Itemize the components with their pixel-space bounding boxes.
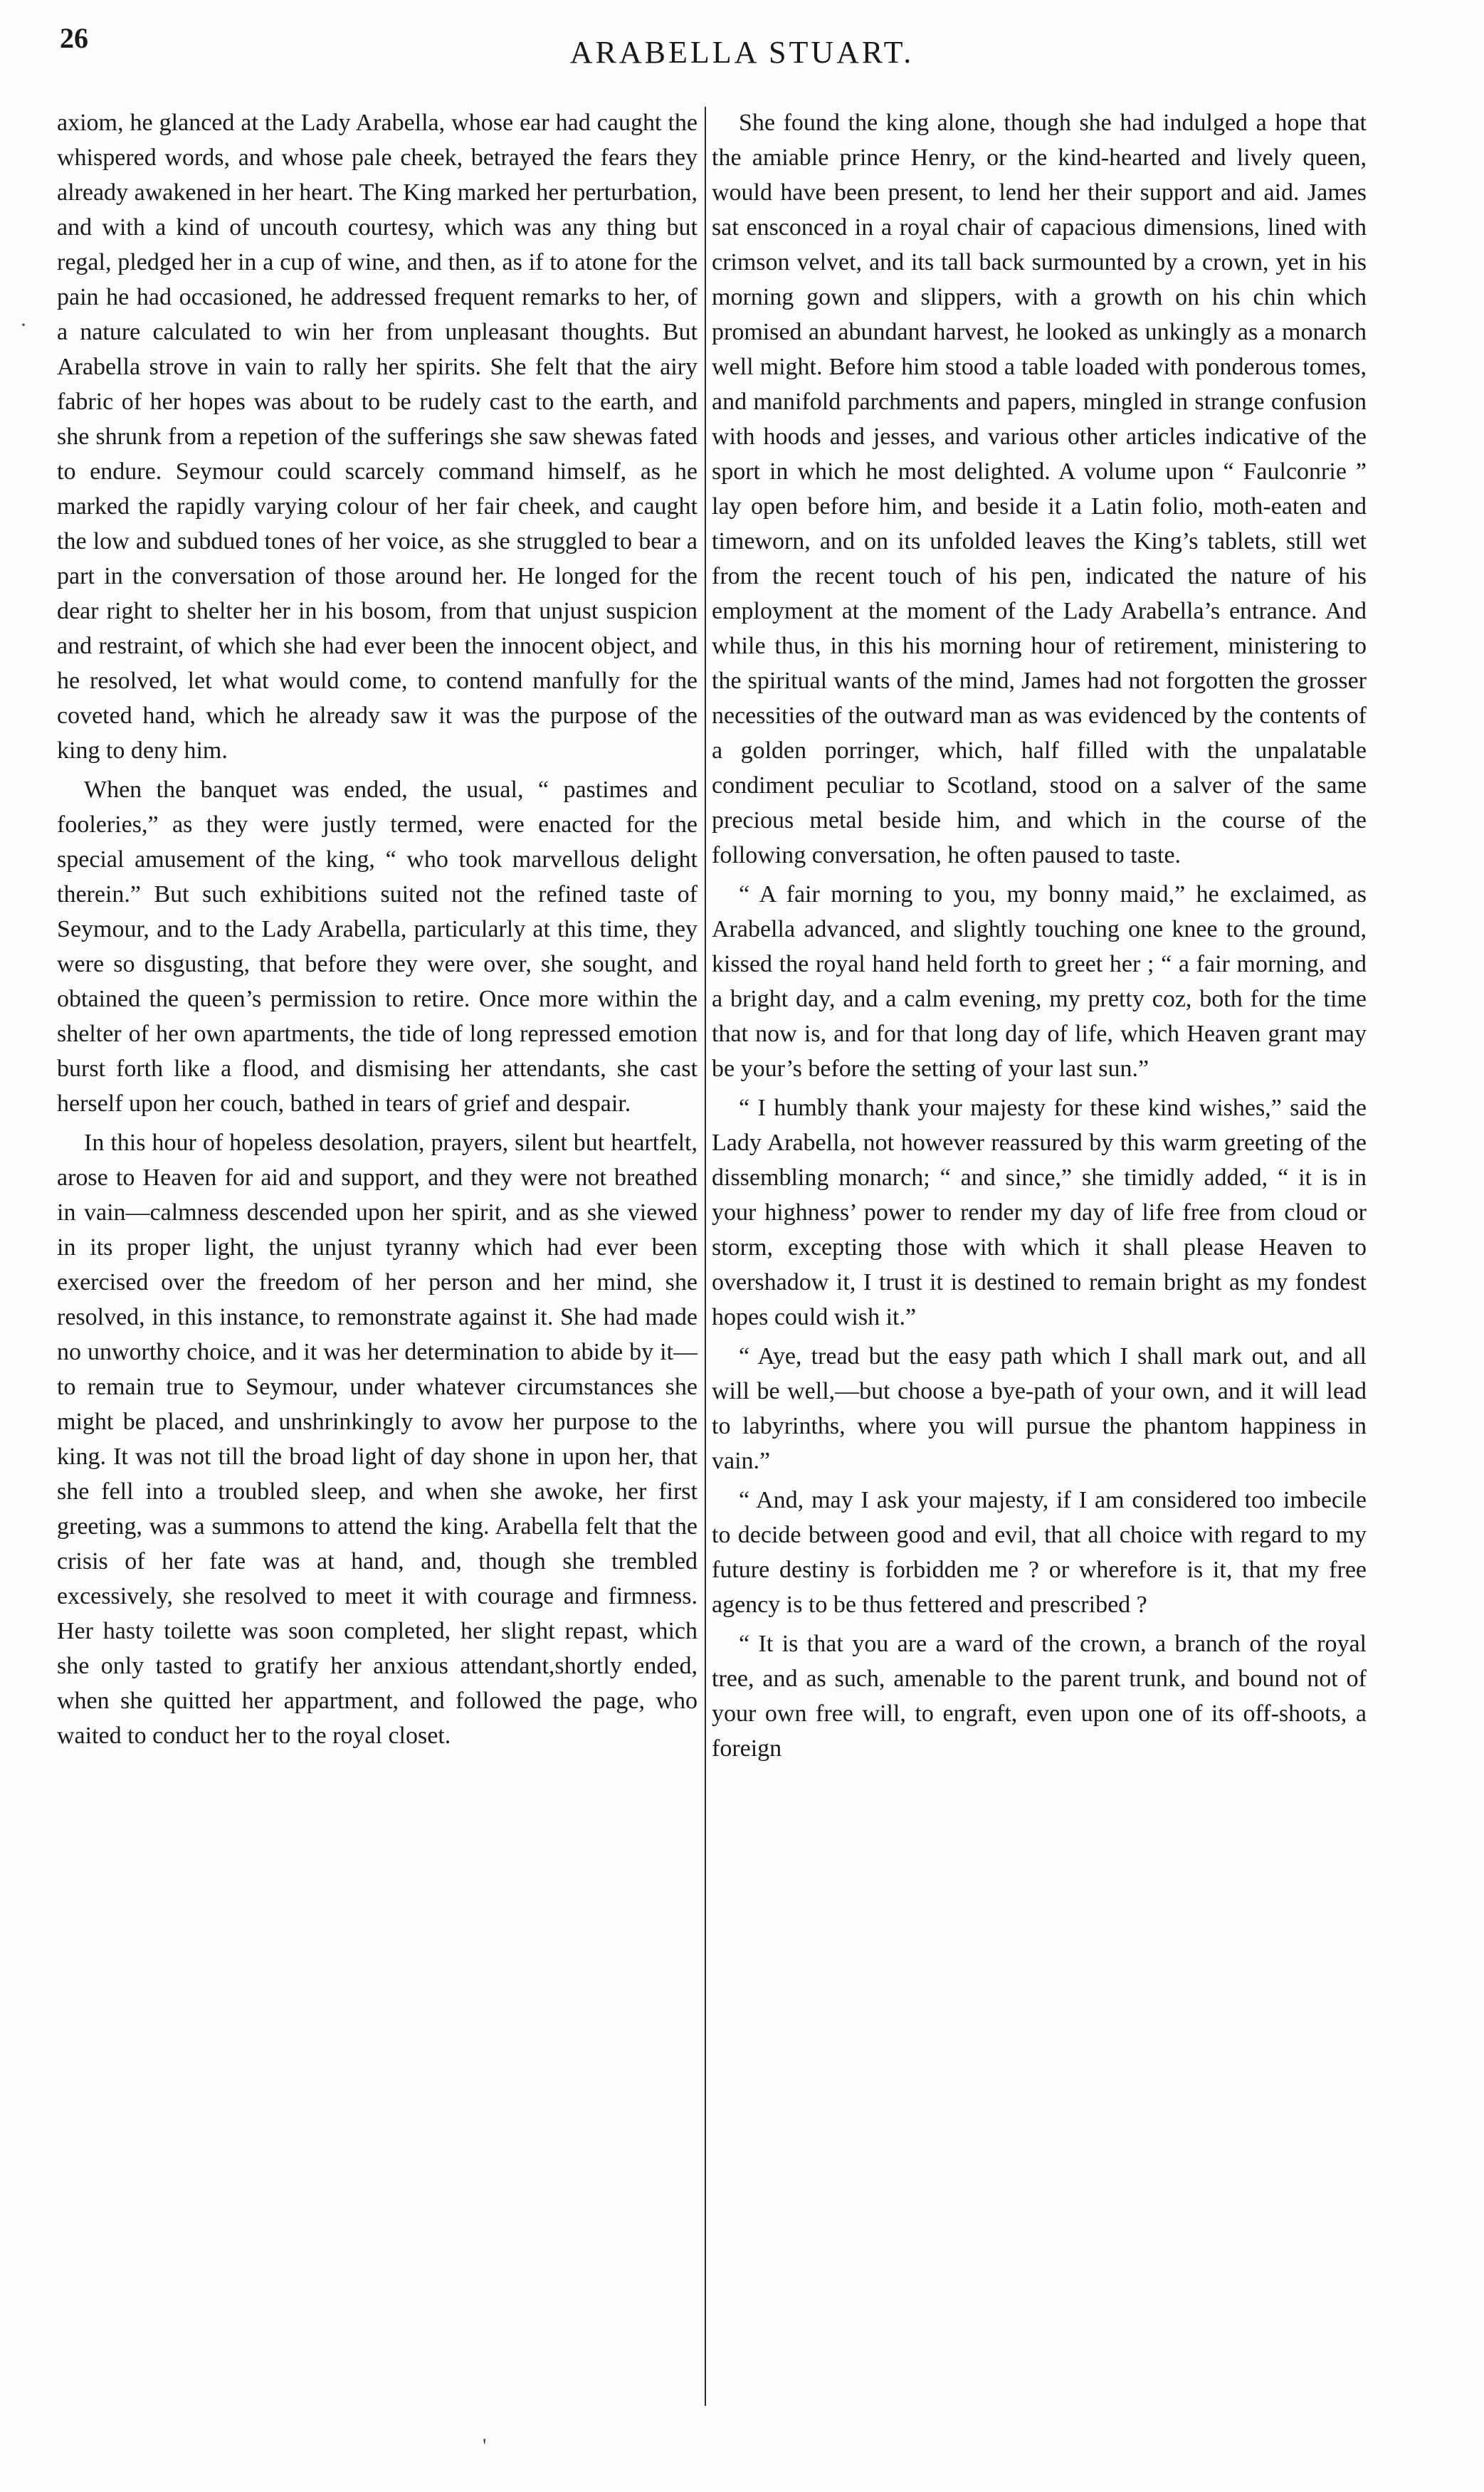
paragraph: When the banquet was ended, the usual, “ pastimes and fooleries,” as they were justly termed, were enacted for the special amusement of the king, “ who took marvellous delight therein.” But such exhibitions suited not the refined taste of Seymour, and to the Lady Arabella, particularly at this time, they were so disgusting, that before they were over, she sought, and obtained the queen’s permission to retire. Once more within the shelter of her own apartments, the tide of long repressed emotion burst forth like a flood, and dismising her attendants, she cast herself upon her couch, bathed in tears of grief and despair. [57, 777, 698, 1117]
paragraph: axiom, he glanced at the Lady Arabella, whose ear had caught the whispered words, and whose pale cheek, betrayed the fears they already awakened in her heart. The King marked her perturbation, and with a kind of uncouth courtesy, which was any thing but regal, pledged her in a cup of wine, and then, as if to atone for the pain he had occasioned, he addressed frequent remarks to her, of a nature calculated to win her from unpleasant thoughts. But Arabella strove in vain to rally her spirits. She felt that the airy fabric of her hopes was about to be rudely cast to the earth, and she shrunk from a repetion of the sufferings she saw shewas fated to endure. Seymour could scarcely command himself, as he marked the rapidly varying colour of her fair cheek, and caught the low and subdued tones of her voice, as she struggled to bear a part in the conversation of those around her. He longed for the dear right to shelter her in his bosom, from that unjust suspicion and restraint, of which she had ever been the innocent object, and he resolved, let what would come, to contend manfully for the coveted hand, which he already saw it was the purpose of the king to deny him. [57, 110, 698, 764]
paragraph: “ Aye, tread but the easy path which I shall mark out, and all will be well,—but choose a bye-path of your own, and it will lead to labyrinths, where you will pursue the phantom happiness in vain.” [712, 1343, 1367, 1474]
paragraph: She found the king alone, though she had indulged a hope that the amiable prince Henry, or the kind-hearted and lively queen, would have been present, to lend her their support and aid. James sat ensconced in a royal chair of capacious dimensions, lined with crimson velvet, and its tall back surmounted by a crown, yet in his morning gown and slippers, with a growth on his chin which promised an abundant harvest, he looked as unkingly as a monarch well might. Before him stood a table loaded with ponderous tomes, and manifold parchments and papers, mingled in strange confusion with hoods and jesses, and various other articles indicative of the sport in which he most delighted. A volume upon “ Faulconrie ” lay open before him, and beside it a Latin folio, moth-eaten and timeworn, and on its unfolded leaves the King’s tablets, still wet from the recent touch of his pen, indicated the nature of his employment at the moment of the Lady Arabella’s entrance. And while thus, in this his morning hour of retirement, ministering to the spiritual wants of the mind, James had not forgotten the grosser necessities of the outward man as was evidenced by the contents of a golden porringer, which, half filled with the unpalatable condiment peculiar to Scotland, stood on a salver of the same precious metal beside him, and which in the course of the following conversation, he often paused to taste. [712, 110, 1367, 868]
print-speck: ' [483, 2434, 487, 2458]
paragraph: “ And, may I ask your majesty, if I am considered too imbecile to decide between good and evil, that all choice with regard to my future destiny is forbidden me ? or wherefore is it, that my free agency is to be thus fettered and prescribed ? [712, 1487, 1367, 1618]
paragraph: “ A fair morning to you, my bonny maid,” he exclaimed, as Arabella advanced, and slightly touching one knee to the ground, kissed the royal hand held forth to greet her ; “ a fair morning, and a bright day, and a calm evening, my pretty coz, both for the time that now is, and for that long day of life, which Heaven grant may be your’s before the setting of your last sun.” [712, 881, 1367, 1082]
paragraph: “ I humbly thank your majesty for these kind wishes,” said the Lady Arabella, not however reassured by this warm greeting of the dissembling monarch; “ and since,” she timidly added, “ it is in your highness’ power to render my day of life free from cloud or storm, excepting those with which it shall please Heaven to overshadow it, I trust it is destined to remain bright as my fondest hopes could wish it.” [712, 1095, 1367, 1330]
print-speck: · [20, 313, 27, 337]
column-divider [705, 107, 706, 2406]
right-column [712, 105, 1367, 2404]
page-number: 26 [60, 22, 88, 54]
paragraph: “ It is that you are a ward of the crown, a branch of the royal tree, and as such, amenable to the parent trunk, and bound not of your own free will, to engraft, even upon one of its off-shoots, a foreign [712, 1631, 1367, 1762]
paragraph: In this hour of hopeless desolation, prayers, silent but heartfelt, arose to Heaven for aid and support, and they were not breathed in vain—calmness descended upon her spirit, and as she viewed in its proper light, the unjust tyranny which had ever been exercised over the freedom of her person and her mind, she resolved, in this instance, to remonstrate against it. She had made no unworthy choice, and it was her determination to abide by it—to remain true to Seymour, under whatever circumstances she might be placed, and unshrinkingly to avow her purpose to the king. It was not till the broad light of day shone in upon her, that she fell into a troubled sleep, and when she awoke, her first greeting, was a summons to attend the king. Arabella felt that the crisis of her fate was at hand, and, though she trembled excessively, she resolved to meet it with courage and firmness. Her hasty toilette was soon completed, her slight repast, which she only tasted to gratify her anxious attendant,shortly ended, when she quitted her appartment, and followed the page, who waited to conduct her to the royal closet. [57, 1130, 698, 1749]
running-title: ARABELLA STUART. [569, 35, 915, 70]
left-column [57, 105, 698, 2404]
